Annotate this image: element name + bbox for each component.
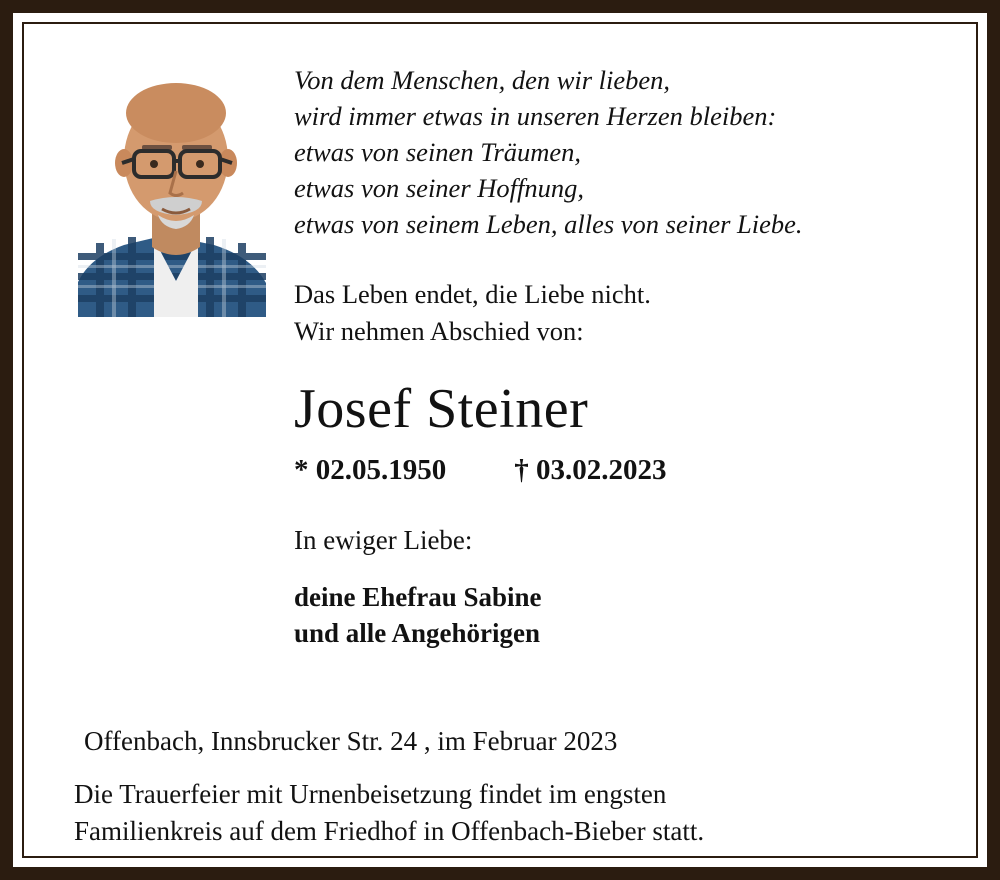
verse-line-5: etwas von seinem Leben, alles von seiner Liebe. [294,209,803,239]
mourner-line-2: und alle Angehörigen [294,618,541,648]
notice-line-1: Die Trauerfeier mit Urnenbeisetzung findet im engsten [74,779,667,809]
lead-line-2: Wir nehmen Abschied von: [294,316,584,346]
deceased-name: Josef Steiner [294,378,589,440]
obituary-text-block [294,62,958,651]
lead-line-1: Das Leben endet, die Liebe nicht. [294,279,651,309]
verse-line-2: wird immer etwas in unseren Herzen bleiben: [294,101,777,131]
verse-line-3: etwas von seinen Träumen, [294,137,582,167]
mourner-line-1: deine Ehefrau Sabine [294,582,542,612]
notice-line-2: Familienkreis auf dem Friedhof in Offenbach-Bieber statt. [74,816,705,846]
mourners-list [294,579,958,651]
portrait-illustration [66,67,286,317]
birth-date: * 02.05.1950 [294,454,447,486]
lead-block [294,276,958,350]
portrait-photo [66,67,286,317]
funeral-notice [74,776,956,850]
mourners-intro: In ewiger Liebe: [294,525,473,555]
verse-line-1: Von dem Menschen, den wir lieben, [294,65,671,95]
verse-block [294,62,958,242]
place-and-date-line: Offenbach, Innsbrucker Str. 24 , im Februar 2023 [84,726,618,756]
verse-line-4: etwas von seiner Hoffnung, [294,173,584,203]
death-date: † 03.02.2023 [514,454,667,486]
life-dates [294,454,958,487]
card-inner-frame [22,22,978,858]
card-outer-frame [10,10,990,870]
